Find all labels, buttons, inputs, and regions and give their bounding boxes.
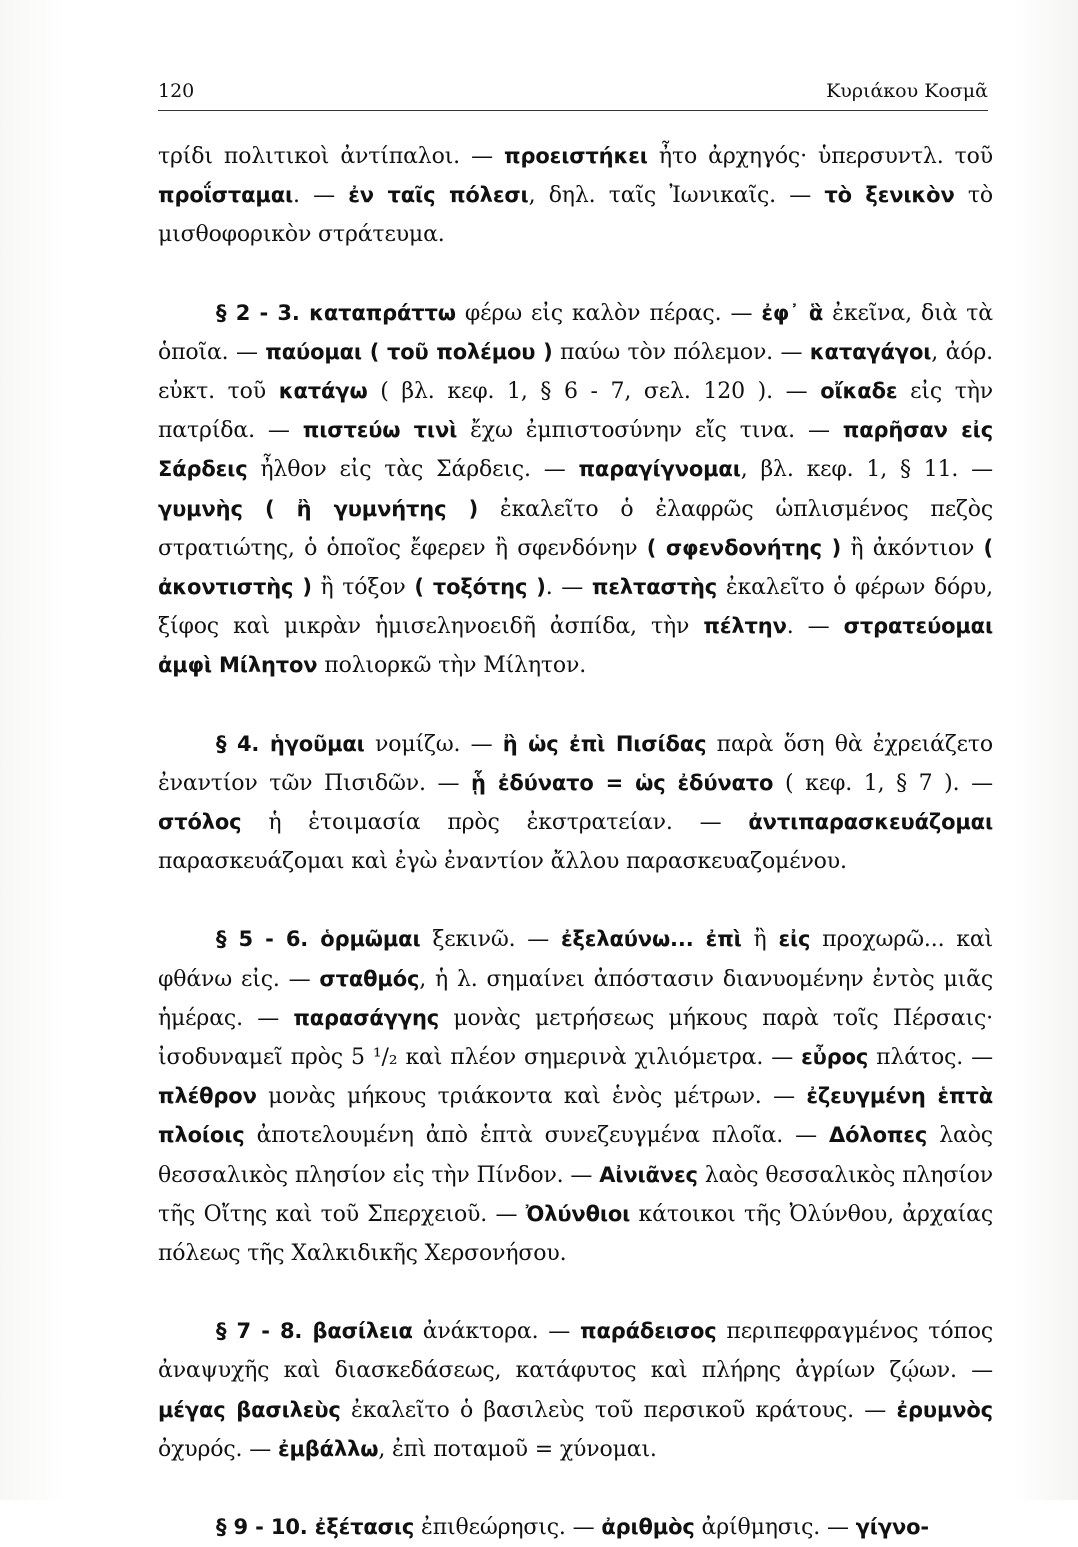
- paragraph-p5: [158, 1508, 993, 1547]
- lemma: παρασάγγης: [293, 1005, 440, 1030]
- gloss-text: ἡ ἑτοιμασία πρὸς ἐκστρατείαν. —: [241, 810, 749, 836]
- gloss-text: εἰς τὴν πατρίδα. —: [158, 379, 994, 444]
- lemma: ἀριθμὸς: [601, 1515, 695, 1540]
- gloss-text: , ἡ λ. σημαίνει ἀπόστασιν διανυομένην ἐντὸς μιᾶς ἡμέρας. —: [158, 966, 994, 1031]
- lemma: εἰς: [778, 927, 811, 952]
- paragraph-p0: [158, 137, 993, 255]
- gloss-text: ἀρίθμησις. —: [694, 1515, 856, 1541]
- lemma: ἢ ὡς ἐπὶ Πισίδας: [502, 731, 707, 756]
- gloss-text: τὸ μισθοφορικὸν στράτευμα.: [158, 183, 993, 248]
- gloss-text: ἦλθον εἰς τὰς Σάρδεις. —: [247, 457, 579, 483]
- gloss-text: παρὰ ὅση θὰ ἐχρειάζετο ἐναντίον τῶν Πισιδῶν. —: [158, 731, 993, 796]
- lemma: παραγίγνομαι: [578, 457, 741, 482]
- lemma: ἐρυμνὸς: [896, 1397, 993, 1422]
- paragraph-p2: [158, 725, 993, 882]
- section-marker: § 7 - 8.: [216, 1319, 313, 1344]
- header-rule: [158, 110, 988, 111]
- lemma: καταπράττω: [309, 300, 456, 325]
- gloss-text: ( κεφ. 1, § 7 ). —: [773, 770, 993, 796]
- lemma: παρῆσαν εἰς Σάρδεις: [158, 418, 994, 482]
- gloss-text: ἦτο ἀρχηγός· ὑπερσυντλ. τοῦ: [647, 144, 993, 169]
- paragraph-p3: [158, 920, 993, 1273]
- gloss-text: ἐκαλεῖτο ὁ φέρων δόρυ, ξίφος καὶ μικρὰν ἡμισεληνοειδῆ ἀσπίδα, τὴν: [158, 575, 993, 640]
- lemma: τὸ ξενικὸν: [824, 183, 955, 208]
- lemma: ἀντιπαρασκευάζομαι: [748, 810, 993, 835]
- lemma: ( σφενδονήτης ): [646, 535, 842, 560]
- gloss-text: πλάτος. —: [868, 1045, 993, 1071]
- paragraph-p4: [158, 1312, 993, 1469]
- gloss-text: . —: [545, 575, 592, 601]
- lemma: παύομαι ( τοῦ πολέμου ): [265, 339, 553, 364]
- lemma: ἐμβάλλω: [277, 1436, 379, 1461]
- lemma: κατάγω: [278, 379, 368, 404]
- paragraph-gap: [158, 255, 993, 294]
- lemma: ὁρμῶμαι: [320, 927, 421, 952]
- lemma: ἐξέτασις: [314, 1515, 415, 1540]
- gloss-text: περιπεφραγμένος τόπος ἀναψυχῆς καὶ διασκεδάσεως, κατάφυτος καὶ πλήρης ἀγρίων ζῴων. —: [158, 1319, 993, 1384]
- page-number: 120: [158, 80, 195, 102]
- gloss-text: ( βλ. κεφ. 1, § 6 - 7, σελ. 120 ). —: [367, 379, 821, 405]
- gloss-text: ἐκαλεῖτο ὁ βασιλεὺς τοῦ περσικοῦ κράτους. —: [340, 1397, 897, 1423]
- gloss-text: ἢ τόξον: [311, 575, 415, 601]
- gloss-text: , ἀόρ. εὐκτ. τοῦ: [158, 339, 993, 405]
- gloss-text: πολιορκῶ τὴν Μίλητον.: [317, 653, 587, 679]
- gloss-text: μονὰς μετρήσεως μήκους παρὰ τοῖς Πέρσαις· ἰσοδυναμεῖ πρὸς 5 ¹/₂ καὶ πλέον σημερινὰ χιλιόμετρα. —: [158, 1005, 993, 1071]
- section-marker: § 2 - 3.: [216, 300, 310, 325]
- running-title: Κυριάκου Κοσμᾶ: [826, 80, 988, 102]
- lemma: πλέθρον: [158, 1084, 257, 1109]
- paragraph-gap: [158, 686, 993, 725]
- lemma: μέγας βασιλεὺς: [158, 1397, 341, 1422]
- section-marker: § 9 - 10.: [216, 1515, 315, 1540]
- lemma: ἐζευγμένη ἑπτὰ πλοίοις: [158, 1084, 994, 1148]
- gloss-text: ὀχυρός. —: [158, 1436, 278, 1462]
- lemma: προΐσταμαι: [158, 183, 294, 208]
- lemma: ἡγοῦμαι: [269, 731, 365, 756]
- lemma: πελταστὴς: [591, 575, 718, 600]
- gloss-text: ἢ ἀκόντιον: [841, 535, 984, 561]
- gloss-text: ξεκινῶ. —: [420, 927, 561, 953]
- gloss-text: κάτοικοι τῆς Ὀλύνθου, ἀρχαίας πόλεως τῆς Χαλκιδικῆς Χερσονήσου.: [158, 1201, 993, 1267]
- lemma: Ὀλύνθιοι: [525, 1201, 631, 1226]
- lemma: γίγνο-: [855, 1515, 929, 1540]
- lemma: ( ἀκοντιστὴς ): [158, 535, 993, 600]
- paragraph-gap: [158, 1273, 993, 1312]
- gloss-text: παύω τὸν πόλεμον. —: [552, 339, 810, 365]
- gloss-text: προχωρῶ... καὶ φθάνω εἰς. —: [158, 927, 994, 992]
- lemma: παράδεισος: [580, 1319, 717, 1344]
- gloss-text: λαὸς θεσσαλικὸς πλησίον εἰς τὴν Πίνδον. —: [158, 1123, 993, 1188]
- running-head: [158, 78, 988, 108]
- lemma: Αἰνιᾶνες: [599, 1162, 698, 1187]
- lemma: γυμνὴς ( ἢ γυμνήτης ): [158, 496, 479, 521]
- gloss-text: ἔχω ἐμπιστοσύνην εἴς τινα. —: [457, 418, 843, 444]
- section-marker: § 5 - 6.: [216, 927, 321, 952]
- gloss-text: φέρω εἰς καλὸν πέρας. —: [455, 300, 762, 326]
- gloss-text: . —: [293, 183, 349, 209]
- paragraph-gap: [158, 881, 993, 920]
- gloss-text: , ἐπὶ ποταμοῦ = χύνομαι.: [378, 1436, 657, 1462]
- lemma: προειστήκει: [504, 144, 648, 168]
- gloss-text: , βλ. κεφ. 1, § 11. —: [740, 457, 993, 483]
- lemma: ( τοξότης ): [414, 575, 546, 600]
- gloss-text: μονὰς μήκους τριάκοντα καὶ ἑνὸς μέτρων. —: [256, 1084, 807, 1110]
- lemma: σταθμός: [319, 966, 420, 991]
- lemma: ἐν ταῖς πόλεσι: [348, 183, 529, 208]
- gloss-text: παρασκευάζομαι καὶ ἐγὼ ἐναντίον ἄλλου παρασκευαζομένου.: [158, 849, 847, 875]
- commentary-text: [158, 137, 993, 1547]
- gloss-text: ἐκαλεῖτο ὁ ἐλαφρῶς ὡπλισμένος πεζὸς στρατιώτης, ὁ ὁποῖος ἔφερεν ἢ σφενδόνην: [158, 496, 994, 561]
- lemma: πέλτην: [703, 614, 787, 639]
- gloss-text: , δηλ. ταῖς Ἰωνικαῖς. —: [528, 183, 825, 209]
- lemma: καταγάγοι: [809, 339, 932, 364]
- lemma: οἴκαδε: [820, 379, 898, 404]
- lemma: ἐφ᾽ ἃ: [761, 300, 824, 325]
- section-marker: § 4.: [216, 731, 270, 756]
- gloss-text: τρίδι πολιτικοὶ ἀντίπαλοι. —: [158, 144, 505, 169]
- lemma: ᾗ ἐδύνατο = ὡς ἐδύνατο: [471, 770, 774, 795]
- lemma: πιστεύω τινὶ: [302, 418, 458, 443]
- gloss-text: ἀνάκτορα. —: [412, 1319, 581, 1345]
- gloss-text: . —: [786, 614, 844, 640]
- lemma: εὖρος: [801, 1045, 869, 1070]
- lemma: ἐξελαύνω... ἐπὶ: [561, 927, 742, 952]
- gloss-text: ἀποτελουμένη ἀπὸ ἑπτὰ συνεζευγμένα πλοῖα. —: [244, 1123, 830, 1149]
- gloss-text: ἐκεῖνα, διὰ τὰ ὁποῖα. —: [158, 300, 994, 365]
- gloss-text: ἢ: [741, 927, 779, 953]
- gloss-text: λαὸς θεσσαλικὸς πλησίον τῆς Οἴτης καὶ τοῦ Σπερχειοῦ. —: [158, 1162, 993, 1227]
- lemma: βασίλεια: [312, 1319, 413, 1344]
- paragraph-p1: [158, 294, 993, 686]
- paragraph-gap: [158, 1469, 993, 1508]
- gloss-text: ἐπιθεώρησις. —: [414, 1515, 602, 1541]
- lemma: στρατεύομαι ἀμφὶ Μίλητον: [158, 614, 993, 678]
- lemma: Δόλοπες: [829, 1123, 928, 1148]
- gloss-text: νομίζω. —: [364, 731, 503, 757]
- lemma: στόλος: [158, 810, 242, 835]
